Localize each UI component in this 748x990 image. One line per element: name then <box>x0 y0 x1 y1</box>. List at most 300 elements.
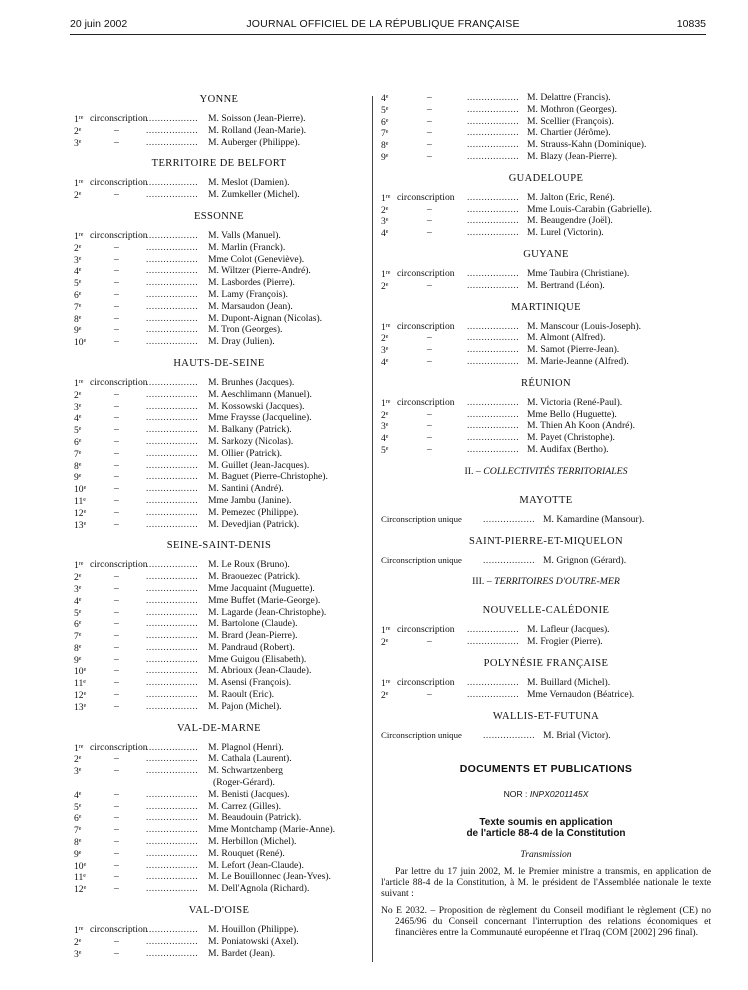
constituency-row <box>74 313 364 325</box>
constituency-number: 3e <box>381 421 389 433</box>
deputy-name: Mme Louis-Carabin (Gabrielle). <box>527 203 652 215</box>
constituency-number: 4e <box>74 789 82 801</box>
constituency-row <box>74 936 364 948</box>
constituency-row <box>74 113 364 125</box>
dot-leader: .................. <box>467 103 520 115</box>
constituency-row <box>74 254 364 266</box>
constituency-label: circonscription <box>90 559 148 571</box>
constituency-number: 4e <box>381 93 389 104</box>
constituency-row <box>74 436 364 448</box>
dot-leader: .................. <box>146 571 199 583</box>
constituency-label: – <box>114 641 119 653</box>
dot-leader: .................. <box>467 420 520 432</box>
dot-leader: .................. <box>467 332 520 344</box>
constituency-row <box>74 607 364 619</box>
dot-leader: .................. <box>146 324 199 336</box>
dot-leader: .................. <box>146 506 199 518</box>
constituency-number: 1re <box>74 560 84 572</box>
dot-leader: .................. <box>146 883 199 895</box>
constituency-label: – <box>114 847 119 859</box>
deputy-name: M. Thien Ah Koon (André). <box>527 420 636 432</box>
constituency-row <box>74 401 364 413</box>
column-divider <box>372 96 373 962</box>
constituency-row <box>74 519 364 531</box>
constituency-label: circonscription <box>90 741 148 753</box>
constituency-row <box>74 595 364 607</box>
constituency-row <box>74 860 364 872</box>
dot-leader: .................. <box>146 677 199 689</box>
deputy-name: M. Ollier (Patrick). <box>208 447 283 459</box>
constituency-row <box>74 824 364 836</box>
deputy-name: M. Victoria (René-Paul). <box>527 396 623 408</box>
constituency-label: – <box>114 859 119 871</box>
constituency-row <box>381 730 711 742</box>
dot-leader: .................. <box>146 765 199 777</box>
dot-leader: .................. <box>146 924 199 936</box>
dot-leader: .................. <box>146 277 199 289</box>
constituency-label: – <box>427 688 432 700</box>
constituency-number: 1re <box>381 321 391 333</box>
constituency-number: 10e <box>74 860 87 872</box>
constituency-label: – <box>114 653 119 665</box>
constituency-number: 5e <box>74 425 82 437</box>
constituency-label: Circonscription unique <box>381 513 462 524</box>
constituency-label: circonscription <box>397 191 455 203</box>
dot-leader: .................. <box>146 312 199 324</box>
dot-leader: .................. <box>467 203 520 215</box>
constituency-label: – <box>114 424 119 436</box>
constituency-number: 1re <box>381 397 391 409</box>
constituency-row <box>381 104 711 116</box>
dot-leader: .................. <box>146 459 199 471</box>
section-title: TERRITOIRE DE BELFORT <box>151 158 287 170</box>
constituency-label: – <box>114 935 119 947</box>
constituency-row <box>74 871 364 883</box>
deputy-name: M. Schwartzenberg <box>208 765 283 777</box>
deputy-name: M. Brunhes (Jacques). <box>208 376 295 388</box>
constituency-number: 2e <box>381 333 389 345</box>
constituency-number: 1re <box>74 377 84 389</box>
deputy-name: M. Audifax (Bertho). <box>527 443 609 455</box>
deputy-name: M. Zumkeller (Michel). <box>208 189 300 201</box>
constituency-label: – <box>114 824 119 836</box>
deputy-name: Mme Guigou (Elisabeth). <box>208 653 307 665</box>
dot-leader: .................. <box>146 400 199 412</box>
constituency-row <box>74 242 364 254</box>
dot-leader: .................. <box>146 288 199 300</box>
deputy-name: M. Aeschlimann (Manuel). <box>208 388 312 400</box>
deputy-name: M. Beaudouin (Patrick). <box>208 812 302 824</box>
constituency-label <box>90 777 146 789</box>
constituency-number: 7e <box>74 631 82 643</box>
constituency-number: 3e <box>74 401 82 413</box>
constituency-label: – <box>114 947 119 959</box>
dot-leader: .................. <box>467 150 520 162</box>
deputy-name: M. Buillard (Michel). <box>527 676 611 688</box>
constituency-label: – <box>114 618 119 630</box>
collectivites-sections <box>381 485 711 567</box>
constituency-row <box>74 471 364 483</box>
dot-leader: .................. <box>146 559 199 571</box>
dot-leader: .................. <box>146 253 199 265</box>
deputy-name: M. Guillet (Jean-Jacques). <box>208 459 310 471</box>
dot-leader: .................. <box>146 582 199 594</box>
constituency-number: 6e <box>74 619 82 631</box>
dot-leader: .................. <box>146 630 199 642</box>
constituency-label: Circonscription unique <box>381 729 462 740</box>
constituency-row <box>74 125 364 137</box>
deputy-name: M. Brard (Jean-Pierre). <box>208 630 298 642</box>
constituency-label: – <box>427 150 432 162</box>
dot-leader: .................. <box>146 136 199 148</box>
section-title: MARTINIQUE <box>511 301 581 313</box>
dot-leader: .................. <box>146 494 199 506</box>
dot-leader: .................. <box>467 227 520 239</box>
constituency-number: 8e <box>381 140 389 152</box>
dot-leader: .................. <box>146 300 199 312</box>
deputy-name: M. Lefort (Jean-Claude). <box>208 859 304 871</box>
deputy-name: M. Benisti (Jacques). <box>208 788 290 800</box>
deputy-name: M. Lasbordes (Pierre). <box>208 277 295 289</box>
deputy-name: Mme Vernaudon (Béatrice). <box>527 688 635 700</box>
constituency-label: – <box>114 677 119 689</box>
constituency-label: – <box>427 344 432 356</box>
constituency-number: 8e <box>74 313 82 325</box>
constituency-label: – <box>114 753 119 765</box>
constituency-row <box>74 301 364 313</box>
constituency-row <box>74 277 364 289</box>
constituency-number: 5e <box>381 444 389 456</box>
constituency-label: – <box>427 139 432 151</box>
constituency-row <box>74 483 364 495</box>
constituency-label: – <box>427 636 432 648</box>
constituency-label: – <box>114 324 119 336</box>
section-title: YONNE <box>199 94 239 105</box>
dot-leader: .................. <box>146 741 199 753</box>
header-page-number: 10835 <box>676 18 706 30</box>
constituency-label: – <box>114 124 119 136</box>
constituency-row <box>74 753 364 765</box>
dot-leader: .................. <box>146 847 199 859</box>
deputy-name: M. Marie-Jeanne (Alfred). <box>527 355 629 367</box>
dot-leader: .................. <box>146 594 199 606</box>
constituency-row <box>381 444 711 456</box>
constituency-row <box>74 654 364 666</box>
dot-leader: .................. <box>467 443 520 455</box>
constituency-label: – <box>114 606 119 618</box>
constituency-label: Circonscription unique <box>381 554 462 565</box>
deputy-name: (Roger-Gérard). <box>213 777 275 789</box>
deputy-name: M. Carrez (Gilles). <box>208 800 281 812</box>
transmission-paragraph: Par lettre du 17 juin 2002, M. le Premier ministre a transmis, en application de l'article 88-4 de la Constitution, à M. le président de l'Assemblée nationale le texte suivant : <box>381 866 711 900</box>
constituency-label: – <box>427 279 432 291</box>
deputy-name: Mme Jambu (Janine). <box>208 494 292 506</box>
constituency-label: circonscription <box>397 676 455 688</box>
constituency-number <box>74 777 90 789</box>
constituency-label: – <box>114 459 119 471</box>
section-title: SEINE-SAINT-DENIS <box>166 540 272 552</box>
collectivites-heading: II. – COLLECTIVITÉS TERRITORIALES <box>464 465 628 477</box>
constituency-label: – <box>114 506 119 518</box>
constituency-number: 2e <box>381 689 389 701</box>
deputy-name: M. Pandraud (Robert). <box>208 641 295 653</box>
deputy-name: M. Delattre (Francis). <box>527 92 611 103</box>
constituency-row <box>74 289 364 301</box>
constituency-row <box>74 689 364 701</box>
deputy-name: M. Chartier (Jérôme). <box>527 127 611 139</box>
dot-leader: .................. <box>467 636 520 648</box>
constituency-row <box>381 151 711 163</box>
constituency-label: – <box>114 277 119 289</box>
dot-leader: .................. <box>467 279 520 291</box>
deputy-name: Mme Buffet (Marie-George). <box>208 594 321 606</box>
constituency-row <box>381 624 711 636</box>
dot-leader: .................. <box>146 836 199 848</box>
deputy-name: M. Kossowski (Jacques). <box>208 400 305 412</box>
constituency-label: – <box>427 115 432 127</box>
dot-leader: .................. <box>146 665 199 677</box>
constituency-row <box>381 514 711 526</box>
constituency-number: 2e <box>74 572 82 584</box>
dot-leader <box>146 777 204 789</box>
left-column <box>74 92 364 959</box>
constituency-number: 9e <box>74 472 82 484</box>
dot-leader: .................. <box>146 424 199 436</box>
constituency-number: 11e <box>74 495 86 507</box>
constituency-label: – <box>114 630 119 642</box>
constituency-label: – <box>114 300 119 312</box>
dot-leader: .................. <box>467 355 520 367</box>
constituency-label: circonscription <box>90 924 148 936</box>
constituency-row <box>74 460 364 472</box>
deputy-name: M. Dray (Julien). <box>208 336 275 348</box>
constituency-number: 3e <box>381 216 389 228</box>
constituency-number: 7e <box>381 128 389 140</box>
constituency-label: – <box>114 253 119 265</box>
constituency-label: circonscription <box>397 320 455 332</box>
deputy-name: M. Sarkozy (Nicolas). <box>208 435 294 447</box>
constituency-label: – <box>427 432 432 444</box>
constituency-row <box>74 665 364 677</box>
constituency-label: – <box>114 447 119 459</box>
dot-leader: .................. <box>146 241 199 253</box>
constituency-label: – <box>114 241 119 253</box>
dot-leader: .................. <box>146 871 199 883</box>
constituency-label: – <box>114 582 119 594</box>
dot-leader: .................. <box>467 344 520 356</box>
constituency-number: 13e <box>74 701 87 713</box>
constituency-row <box>74 789 364 801</box>
constituency-label: – <box>114 494 119 506</box>
constituency-row <box>74 777 364 789</box>
deputy-name: M. Tron (Georges). <box>208 324 283 336</box>
dot-leader: .................. <box>483 513 536 525</box>
constituency-row <box>381 420 711 432</box>
deputy-name: M. Devedjian (Patrick). <box>208 518 300 530</box>
constituency-row <box>381 397 711 409</box>
deputy-name: M. Bartolone (Claude). <box>208 618 298 630</box>
constituency-number: 2e <box>381 280 389 292</box>
constituency-number: 1re <box>74 178 84 190</box>
constituency-row <box>74 583 364 595</box>
constituency-row <box>74 618 364 630</box>
dot-leader: .................. <box>467 688 520 700</box>
deputy-name: Mme Jacquaint (Muguette). <box>208 582 315 594</box>
dot-leader: .................. <box>146 824 199 836</box>
deputy-name: M. Rolland (Jean-Marie). <box>208 124 307 136</box>
constituency-label: – <box>114 788 119 800</box>
dot-leader: .................. <box>146 618 199 630</box>
constituency-number: 8e <box>74 460 82 472</box>
constituency-label: – <box>114 836 119 848</box>
deputy-name: M. Auberger (Philippe). <box>208 136 301 148</box>
constituency-label: – <box>114 483 119 495</box>
section-title: RÉUNION <box>520 377 572 389</box>
dot-leader: .................. <box>146 189 199 201</box>
deputy-name: M. Grignon (Gérard). <box>543 554 627 566</box>
deputy-name: M. Braouezec (Patrick). <box>208 571 301 583</box>
constituency-number: 4e <box>381 228 389 240</box>
dot-leader: .................. <box>146 518 199 530</box>
dot-leader: .................. <box>467 139 520 151</box>
dot-leader: .................. <box>146 947 199 959</box>
dot-leader: .................. <box>146 388 199 400</box>
deputy-name: M. Wiltzer (Pierre-André). <box>208 265 311 277</box>
header-rule <box>70 34 706 35</box>
constituency-number: 4e <box>381 356 389 368</box>
document-item: No E 2032. – Proposition de règlement du Conseil modifiant le règlement (CE) no 2465/96 du Conseil concernant l'interruption des relations économiques et financières entre la Communauté européenne et l'Iraq (COM [2002] 296 final). <box>381 905 711 939</box>
deputy-name: M. Lurel (Victorin). <box>527 227 604 239</box>
section-title: VAL-DE-MARNE <box>177 722 261 734</box>
constituency-number: 12e <box>74 884 87 896</box>
constituency-number: 3e <box>74 948 82 960</box>
dot-leader: .................. <box>146 113 199 124</box>
constituency-label: – <box>427 215 432 227</box>
constituency-row <box>74 948 364 960</box>
constituency-number: 8e <box>74 642 82 654</box>
constituency-row <box>381 139 711 151</box>
constituency-row <box>74 571 364 583</box>
dot-leader: .................. <box>146 859 199 871</box>
dot-leader: .................. <box>146 641 199 653</box>
dot-leader: .................. <box>146 653 199 665</box>
dot-leader: .................. <box>146 483 199 495</box>
constituency-number: 12e <box>74 507 87 519</box>
constituency-number: 7e <box>74 825 82 837</box>
constituency-row <box>381 409 711 421</box>
dot-leader: .................. <box>146 124 199 136</box>
dot-leader: .................. <box>467 432 520 444</box>
constituency-number: 9e <box>74 848 82 860</box>
deputy-name: M. Plagnol (Henri). <box>208 741 284 753</box>
constituency-row <box>74 336 364 348</box>
deputy-name: M. Beaugendre (Joël). <box>527 215 613 227</box>
constituency-label: circonscription <box>397 396 455 408</box>
constituency-number: 9e <box>74 654 82 666</box>
constituency-row <box>381 280 711 292</box>
constituency-row <box>74 412 364 424</box>
constituency-number: 3e <box>74 254 82 266</box>
constituency-number: 9e <box>381 151 389 163</box>
constituency-row <box>74 424 364 436</box>
section-title: NOUVELLE-CALÉDONIE <box>482 605 610 617</box>
dot-leader: .................. <box>467 624 520 636</box>
deputy-name: Mme Fraysse (Jacqueline). <box>208 412 312 424</box>
constituency-label: – <box>114 189 119 201</box>
deputy-name: M. Poniatowski (Axel). <box>208 935 299 947</box>
constituency-label: – <box>427 92 432 103</box>
constituency-number: 3e <box>74 766 82 778</box>
constituency-row <box>381 215 711 227</box>
constituency-number: 11e <box>74 872 86 884</box>
constituency-label: – <box>427 227 432 239</box>
dot-leader: .................. <box>146 788 199 800</box>
deputy-name: M. Jalton (Eric, René). <box>527 191 615 203</box>
dot-leader: .................. <box>146 336 199 348</box>
deputy-name: M. Scellier (François). <box>527 115 614 127</box>
constituency-label: – <box>427 420 432 432</box>
deputy-name: M. Santini (André). <box>208 483 284 495</box>
constituency-label: circonscription <box>397 267 455 279</box>
constituency-row <box>381 356 711 368</box>
dot-leader: .................. <box>146 376 199 388</box>
dot-leader: .................. <box>146 435 199 447</box>
constituency-label: – <box>114 871 119 883</box>
constituency-row <box>74 377 364 389</box>
constituency-label: circonscription <box>397 624 455 636</box>
constituency-number: 2e <box>74 190 82 202</box>
constituency-number: 3e <box>381 345 389 357</box>
constituency-label: – <box>427 355 432 367</box>
constituency-row <box>74 924 364 936</box>
constituency-row <box>74 642 364 654</box>
constituency-row <box>381 344 711 356</box>
deputy-name: M. Cathala (Laurent). <box>208 753 292 765</box>
deputy-name: M. Meslot (Damien). <box>208 177 290 189</box>
constituency-row <box>74 189 364 201</box>
constituency-label: – <box>114 812 119 824</box>
dot-leader: .................. <box>146 812 199 824</box>
constituency-number: 2e <box>381 409 389 421</box>
page-header <box>60 18 706 38</box>
section-title: GUADELOUPE <box>508 172 584 184</box>
documents-heading: DOCUMENTS ET PUBLICATIONS <box>459 763 633 776</box>
constituency-label: – <box>114 336 119 348</box>
constituency-label: circonscription <box>90 177 148 189</box>
section-title: SAINT-PIERRE-ET-MIQUELON <box>468 535 624 547</box>
dot-leader: .................. <box>467 92 520 103</box>
constituency-label: – <box>114 265 119 277</box>
deputy-name: M. Lamy (François). <box>208 288 288 300</box>
deputy-name: M. Raoult (Eric). <box>208 689 275 701</box>
dot-leader: .................. <box>467 191 520 203</box>
deputy-name: M. Lafleur (Jacques). <box>527 624 610 636</box>
constituency-number: 6e <box>74 289 82 301</box>
constituency-row <box>381 555 711 567</box>
constituency-number: 6e <box>381 116 389 128</box>
constituency-row <box>74 630 364 642</box>
deputy-name: Mme Taubira (Christiane). <box>527 267 630 279</box>
constituency-row <box>381 92 711 104</box>
constituency-row <box>381 689 711 701</box>
deputy-name: M. Abrioux (Jean-Claude). <box>208 665 312 677</box>
deputy-name: M. Le Roux (Bruno). <box>208 559 290 571</box>
territoires-sections <box>381 595 711 741</box>
territoires-heading: III. – TERRITOIRES D'OUTRE-MER <box>472 576 620 588</box>
dot-leader: .................. <box>146 471 199 483</box>
constituency-number: 2e <box>74 125 82 137</box>
dot-leader: .................. <box>467 320 520 332</box>
